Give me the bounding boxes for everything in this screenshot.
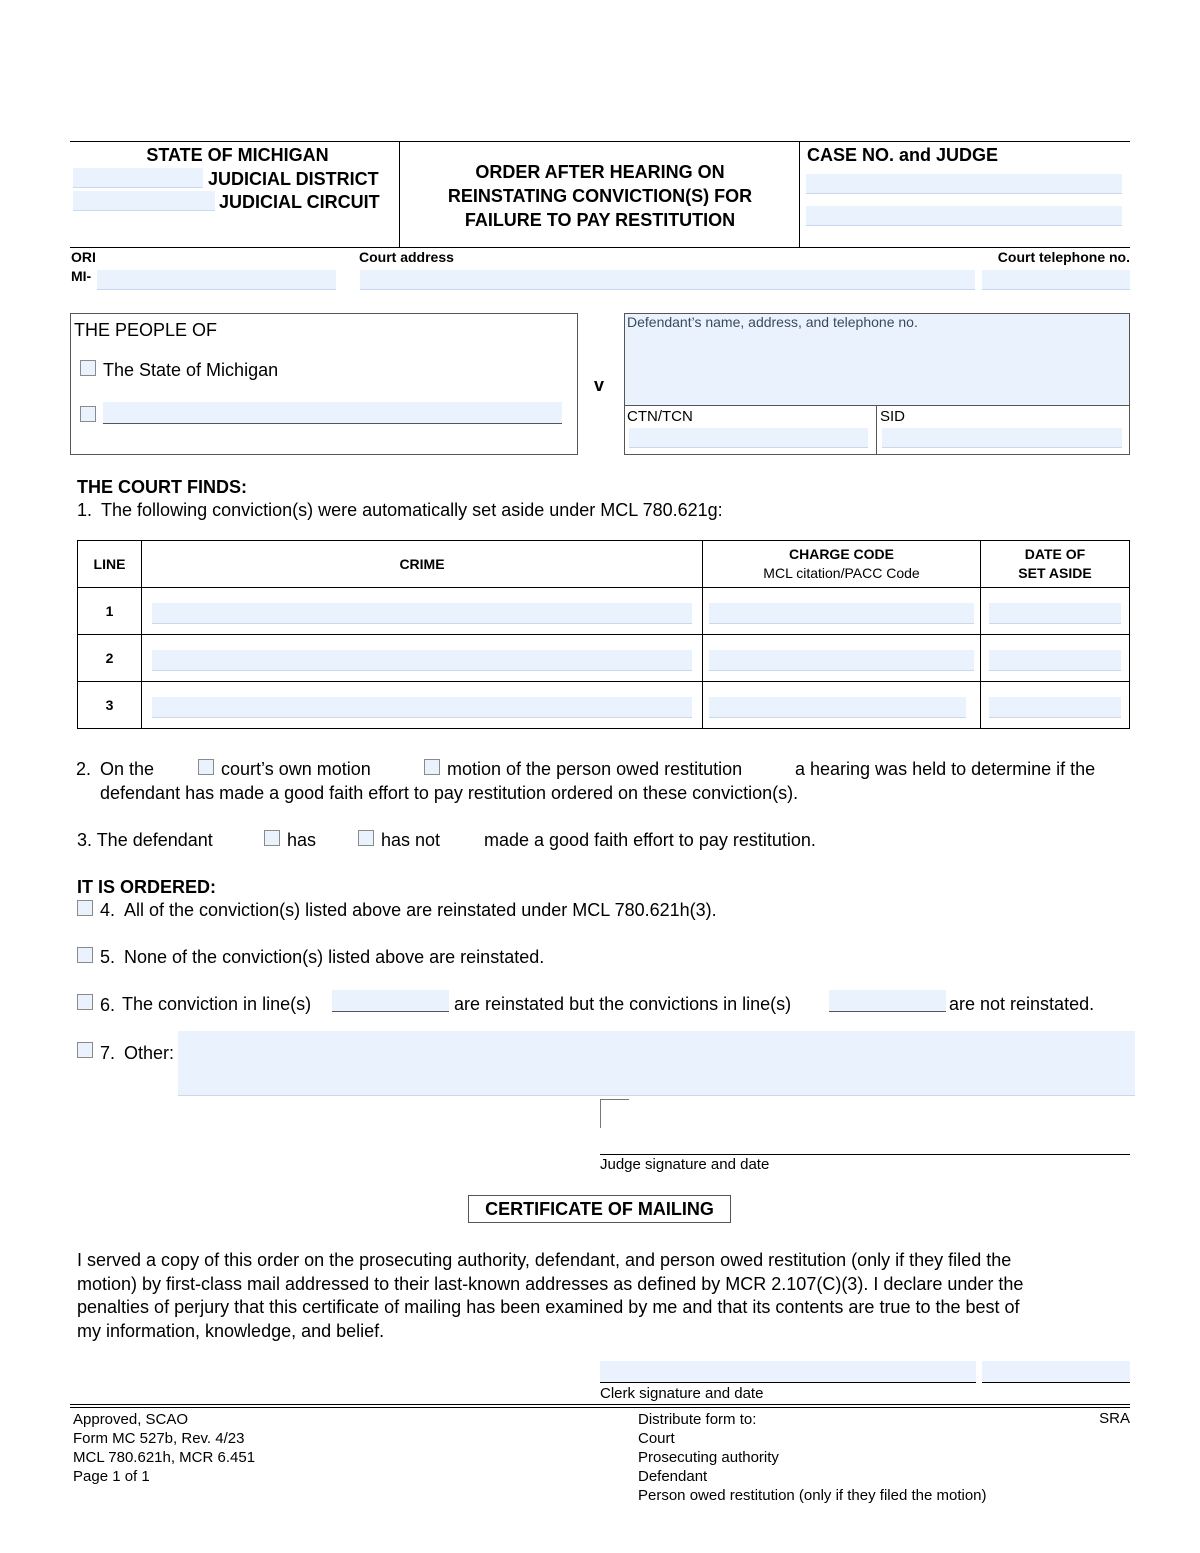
footer-rule-1 bbox=[70, 1404, 1130, 1405]
finding-1-number: 1. bbox=[77, 500, 93, 520]
finding-3-prefix: 3. The defendant bbox=[77, 830, 213, 850]
sid-field[interactable] bbox=[882, 428, 1122, 448]
case-no-field[interactable] bbox=[806, 174, 1122, 194]
certificate-heading: CERTIFICATE OF MAILING bbox=[468, 1195, 731, 1223]
court-address-label: Court address bbox=[359, 249, 454, 265]
restitution-motion-checkbox[interactable] bbox=[424, 759, 440, 775]
circuit-field[interactable] bbox=[73, 191, 215, 211]
footer-dist-defendant: Defendant bbox=[638, 1468, 708, 1485]
convictions-table bbox=[77, 540, 1130, 729]
date-cell bbox=[981, 588, 1130, 635]
footer-form-info bbox=[73, 1410, 255, 1486]
other-plaintiff-field[interactable] bbox=[103, 402, 562, 424]
reinstated-lines-field[interactable] bbox=[332, 990, 449, 1012]
footer-dist-court: Court bbox=[638, 1430, 675, 1447]
finding-3-suffix: made a good faith effort to pay restitution. bbox=[484, 830, 816, 850]
charge-code-cell bbox=[703, 682, 981, 729]
sid-label: SID bbox=[880, 408, 906, 425]
ordered-heading: IT IS ORDERED: bbox=[77, 877, 217, 897]
date-set-aside-field[interactable] bbox=[989, 603, 1121, 624]
clerk-date-field[interactable] bbox=[982, 1361, 1130, 1383]
footer-rule-2 bbox=[70, 1407, 1130, 1408]
footer-dist-prosecutor: Prosecuting authority bbox=[638, 1449, 779, 1466]
judge-signature-line[interactable] bbox=[600, 1154, 1130, 1155]
ctn-field[interactable] bbox=[629, 428, 868, 448]
crime-field[interactable] bbox=[152, 650, 692, 671]
order-7-number: 7. bbox=[100, 1043, 116, 1063]
form-title-line3: FAILURE TO PAY RESTITUTION bbox=[464, 210, 736, 230]
footer-mcl: MCL 780.621h, MCR 6.451 bbox=[73, 1449, 256, 1466]
crime-field[interactable] bbox=[152, 603, 692, 624]
order-6-number: 6. bbox=[100, 995, 116, 1015]
ctn-sid-divider bbox=[876, 406, 877, 454]
order-5-text: None of the conviction(s) listed above are reinstated. bbox=[124, 947, 545, 967]
other-plaintiff-checkbox[interactable] bbox=[80, 406, 96, 422]
date-header-line2: SET ASIDE bbox=[1018, 565, 1092, 581]
courts-own-motion-label: court’s own motion bbox=[221, 759, 371, 779]
has-not-checkbox[interactable] bbox=[358, 830, 374, 846]
finding-1 bbox=[77, 500, 723, 521]
col-line-header: LINE bbox=[78, 541, 142, 588]
charge-code-cell bbox=[703, 588, 981, 635]
order-4-number: 4. bbox=[100, 900, 116, 920]
footer-approved: Approved, SCAO bbox=[73, 1411, 189, 1428]
finding-2-prefix: On the bbox=[100, 759, 155, 779]
judge-signature-label: Judge signature and date bbox=[600, 1156, 770, 1173]
certificate-line4: my information, knowledge, and belief. bbox=[77, 1320, 385, 1341]
certificate-line1: I served a copy of this order on the prosecuting authority, defendant, and person owed restitution (only if they filed the bbox=[77, 1250, 1012, 1270]
circuit-label: JUDICIAL CIRCUIT bbox=[219, 192, 380, 212]
col-crime-header: CRIME bbox=[142, 541, 703, 588]
certificate-body bbox=[77, 1249, 1137, 1343]
finding-1-text: The following conviction(s) were automatically set aside under MCL 780.621g: bbox=[101, 500, 723, 520]
other-order-field[interactable] bbox=[178, 1031, 1135, 1096]
charge-code-cell bbox=[703, 635, 981, 682]
charge-code-subtitle: MCL citation/PACC Code bbox=[763, 565, 920, 581]
crime-field[interactable] bbox=[152, 697, 692, 718]
footer-dist-restitution: Person owed restitution (only if they filed the motion) bbox=[638, 1487, 987, 1504]
not-reinstated-lines-field[interactable] bbox=[829, 990, 946, 1012]
footer-form-number: Form MC 527b, Rev. 4/23 bbox=[73, 1430, 245, 1447]
form-title-line2: REINSTATING CONVICTION(S) FOR bbox=[447, 186, 753, 206]
court-address-field[interactable] bbox=[360, 270, 975, 290]
crime-cell bbox=[142, 635, 703, 682]
finding-2-suffix: a hearing was held to determine if the bbox=[795, 759, 1096, 779]
state-of-michigan-label: The State of Michigan bbox=[103, 360, 279, 380]
crime-cell bbox=[142, 682, 703, 729]
table-row bbox=[78, 635, 1130, 682]
table-row bbox=[78, 588, 1130, 635]
has-label: has bbox=[287, 830, 317, 850]
col-date-header bbox=[981, 541, 1130, 588]
signature-bracket bbox=[600, 1099, 629, 1128]
order-5-checkbox[interactable] bbox=[77, 947, 93, 963]
crime-cell bbox=[142, 588, 703, 635]
header-bottom-rule bbox=[70, 247, 1130, 248]
has-not-label: has not bbox=[381, 830, 441, 850]
finding-2-line2: defendant has made a good faith effort to pay restitution ordered on these conviction(s). bbox=[100, 783, 799, 803]
header-top-rule bbox=[70, 141, 1130, 142]
finding-2-number: 2. bbox=[76, 759, 92, 779]
footer-page: Page 1 of 1 bbox=[73, 1468, 150, 1485]
date-header-line1: DATE OF bbox=[1024, 546, 1086, 562]
restitution-motion-label: motion of the person owed restitution bbox=[447, 759, 743, 779]
order-6-checkbox[interactable] bbox=[77, 994, 93, 1010]
certificate-line3: penalties of perjury that this certificate of mailing has been examined by me and that its contents are true to the best of bbox=[77, 1297, 1020, 1317]
state-heading: STATE OF MICHIGAN bbox=[146, 145, 329, 165]
district-label: JUDICIAL DISTRICT bbox=[208, 169, 379, 189]
district-field[interactable] bbox=[73, 168, 203, 188]
date-cell bbox=[981, 682, 1130, 729]
order-7-label: Other: bbox=[124, 1043, 175, 1063]
ori-field[interactable] bbox=[97, 270, 336, 290]
charge-code-field[interactable] bbox=[709, 697, 966, 718]
form-title-line1: ORDER AFTER HEARING ON bbox=[475, 162, 725, 182]
footer-distribution bbox=[638, 1410, 987, 1505]
ori-label: ORI bbox=[71, 249, 96, 265]
courts-own-motion-checkbox[interactable] bbox=[198, 759, 214, 775]
footer-distribute-label: Distribute form to: bbox=[638, 1411, 757, 1428]
versus-label: v bbox=[594, 375, 605, 395]
ctn-label: CTN/TCN bbox=[627, 408, 693, 425]
table-row bbox=[78, 682, 1130, 729]
date-set-aside-field[interactable] bbox=[989, 697, 1121, 718]
order-4-text: All of the conviction(s) listed above are reinstated under MCL 780.621h(3). bbox=[124, 900, 717, 920]
line-number: 3 bbox=[78, 682, 142, 729]
order-7-checkbox[interactable] bbox=[77, 1042, 93, 1058]
line-number: 2 bbox=[78, 635, 142, 682]
court-phone-field[interactable] bbox=[982, 270, 1130, 290]
has-checkbox[interactable] bbox=[264, 830, 280, 846]
certificate-line2: motion) by first-class mail addressed to their last-known addresses as defined by MCR 2.107(C)(3). I declare under the bbox=[77, 1273, 1024, 1294]
case-no-label: CASE NO. and JUDGE bbox=[807, 145, 999, 165]
defendant-info-label: Defendant’s name, address, and telephone no. bbox=[627, 314, 918, 330]
order-5-number: 5. bbox=[100, 947, 116, 967]
court-phone-label: Court telephone no. bbox=[997, 249, 1130, 265]
order-4-checkbox[interactable] bbox=[77, 900, 93, 916]
date-set-aside-field[interactable] bbox=[989, 650, 1121, 671]
court-finds-heading: THE COURT FINDS: bbox=[77, 477, 247, 497]
order-6-part3: are not reinstated. bbox=[949, 994, 1095, 1014]
charge-code-field[interactable] bbox=[709, 650, 974, 671]
mi-label: MI- bbox=[71, 268, 92, 284]
order-6-part1: The conviction in line(s) bbox=[122, 994, 312, 1014]
clerk-signature-field[interactable] bbox=[600, 1361, 976, 1383]
charge-code-title: CHARGE CODE bbox=[788, 546, 894, 562]
clerk-signature-label: Clerk signature and date bbox=[600, 1385, 764, 1402]
state-of-michigan-checkbox[interactable] bbox=[80, 360, 96, 376]
footer-code: SRA bbox=[1099, 1410, 1130, 1427]
line-number: 1 bbox=[78, 588, 142, 635]
form-title bbox=[400, 160, 800, 232]
judge-field[interactable] bbox=[806, 206, 1122, 226]
people-of-label: THE PEOPLE OF bbox=[74, 320, 218, 340]
order-6-part2: are reinstated but the convictions in line(s) bbox=[454, 994, 792, 1014]
convictions-header-row bbox=[78, 541, 1130, 588]
date-cell bbox=[981, 635, 1130, 682]
charge-code-field[interactable] bbox=[709, 603, 974, 624]
col-charge-code-header bbox=[703, 541, 981, 588]
